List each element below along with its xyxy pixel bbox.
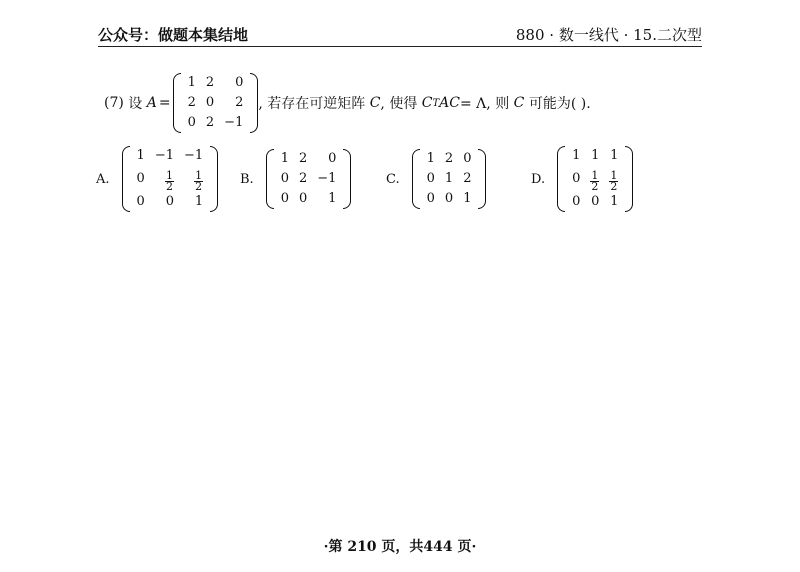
option-label: A. <box>96 171 110 187</box>
equals-sign: = <box>158 95 171 111</box>
matrix-entry: 0 <box>280 171 289 186</box>
option-matrix <box>412 149 487 209</box>
option-label: C. <box>386 171 400 187</box>
matrix-entry: 1 <box>280 151 289 166</box>
matrix-entry: 0 <box>444 191 454 206</box>
matrix-entry: 0 <box>136 171 145 186</box>
option-a[interactable] <box>96 147 218 211</box>
fraction <box>194 171 203 192</box>
var-c-2: C <box>513 95 525 111</box>
matrix-row <box>567 146 623 166</box>
matrix-entry <box>179 166 208 192</box>
fraction <box>609 171 618 192</box>
matrix-entry: 2 <box>463 171 472 186</box>
matrix-right-paren <box>210 146 218 212</box>
matrix-left-paren <box>266 149 274 209</box>
matrix-entry: 0 <box>298 191 308 206</box>
matrix-row <box>132 146 209 166</box>
matrix-entry: 0 <box>205 95 215 110</box>
formula-transpose: T <box>432 97 440 109</box>
option-matrix <box>122 146 219 212</box>
question-text-make: , 使得 <box>380 96 418 112</box>
option-c[interactable] <box>386 147 486 211</box>
header-source: 公众号：做题本集结地 <box>98 26 249 44</box>
matrix-entry: 1 <box>463 191 472 206</box>
matrix-entry <box>150 166 179 192</box>
matrix-right-paren <box>625 146 633 212</box>
question-number: (7) <box>104 95 124 111</box>
matrix-entry <box>585 166 604 192</box>
matrix-a <box>173 73 259 133</box>
matrix-entry: 1 <box>572 148 581 163</box>
matrix-entry: 0 <box>187 115 196 130</box>
page-footer: ·第 210 页，共444 页· <box>323 539 477 555</box>
formula-ac: AC <box>439 95 460 111</box>
matrix-row <box>183 113 249 133</box>
matrix-entry: −1 <box>154 148 174 163</box>
fraction-denominator: 2 <box>610 180 618 193</box>
matrix-entry <box>604 166 623 192</box>
fraction <box>165 171 174 192</box>
matrix-entry: 2 <box>298 151 308 166</box>
matrix-row <box>567 166 623 192</box>
matrix-entry: 0 <box>136 194 145 209</box>
matrix-entry: 2 <box>444 151 454 166</box>
fraction-numerator: 1 <box>610 169 618 182</box>
fraction-denominator: 2 <box>165 180 173 193</box>
matrix-entry: 1 <box>136 148 145 163</box>
var-c: C <box>369 95 381 111</box>
page-header <box>98 20 702 46</box>
matrix-row <box>132 192 209 212</box>
matrix-right-paren <box>343 149 351 209</box>
matrix-row <box>422 189 477 209</box>
question-text-end: 可能为( ). <box>528 96 591 112</box>
matrix-entry: 1 <box>444 171 454 186</box>
matrix-entry: 0 <box>572 194 581 209</box>
matrix-entry: 0 <box>463 151 472 166</box>
matrix-row <box>276 189 342 209</box>
matrix-entry: −1 <box>317 171 337 186</box>
matrix-left-paren <box>412 149 420 209</box>
matrix-left-paren <box>173 73 181 133</box>
matrix-entry: 2 <box>187 95 196 110</box>
matrix-entry: 0 <box>426 191 435 206</box>
matrix-entry: 0 <box>328 151 337 166</box>
matrix-entry: 2 <box>298 171 308 186</box>
option-b[interactable] <box>240 147 351 211</box>
option-matrix <box>557 146 633 212</box>
matrix-entry: 1 <box>591 148 600 163</box>
matrix-row <box>567 192 623 212</box>
matrix-entry: 2 <box>205 75 215 90</box>
matrix-entry: 0 <box>426 171 435 186</box>
matrix-row <box>276 149 342 169</box>
matrix-row <box>422 169 477 189</box>
matrix-row <box>183 73 249 93</box>
matrix-entry: 0 <box>280 191 289 206</box>
matrix-entry: 1 <box>194 194 204 209</box>
fraction-denominator: 2 <box>195 180 203 193</box>
matrix-entry: 0 <box>591 194 600 209</box>
matrix-right-paren <box>250 73 258 133</box>
fraction-denominator: 2 <box>591 180 599 193</box>
matrix-row <box>132 166 209 192</box>
matrix-entry: 0 <box>165 194 174 209</box>
fraction-numerator: 1 <box>591 169 599 182</box>
matrix-entry: 1 <box>610 194 619 209</box>
formula-rest: = Λ, 则 <box>460 96 510 112</box>
formula-c: C <box>421 95 433 111</box>
matrix-entry: 1 <box>426 151 435 166</box>
matrix-entry: 1 <box>187 75 196 90</box>
matrix-entry: 1 <box>610 148 619 163</box>
matrix-entry: −1 <box>224 115 244 130</box>
matrix-row <box>183 93 249 113</box>
matrix-row <box>422 149 477 169</box>
fraction-numerator: 1 <box>195 169 203 182</box>
var-a: A <box>146 95 157 111</box>
option-d[interactable] <box>531 147 633 211</box>
option-label: D. <box>531 171 546 187</box>
matrix-row <box>276 169 342 189</box>
option-label: B. <box>240 171 254 187</box>
question-text-set: 设 <box>128 96 143 112</box>
header-chapter: 880 · 数一线代 · 15.二次型 <box>515 26 702 44</box>
question-line <box>104 72 591 134</box>
fraction-numerator: 1 <box>165 169 173 182</box>
matrix-entry: −1 <box>183 148 204 163</box>
option-matrix <box>266 149 352 209</box>
fraction <box>590 171 599 192</box>
matrix-entry: 0 <box>235 75 244 90</box>
matrix-entry: 0 <box>572 171 581 186</box>
header-rule <box>98 46 702 47</box>
matrix-entry: 2 <box>235 95 244 110</box>
question-text-mid: , 若存在可逆矩阵 <box>258 96 366 112</box>
matrix-entry: 2 <box>205 115 215 130</box>
matrix-left-paren <box>557 146 565 212</box>
matrix-right-paren <box>478 149 486 209</box>
matrix-entry: 1 <box>328 191 337 206</box>
matrix-left-paren <box>122 146 130 212</box>
